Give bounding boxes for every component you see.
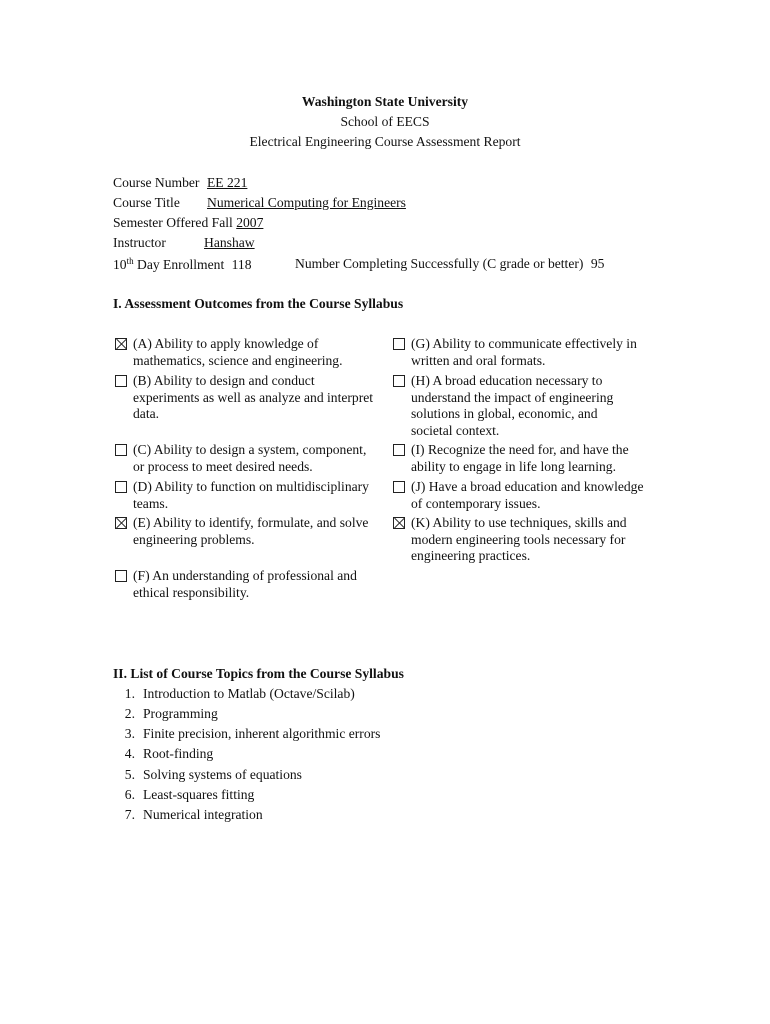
outcome-g-label: (G) Ability to communicate effectively in written and oral formats. <box>411 336 637 368</box>
school-name: School of EECS <box>340 114 430 129</box>
outcome-c-label: (C) Ability to design a system, component, or process to meet desired needs. <box>133 442 367 474</box>
outcome-e-label: (E) Ability to identify, formulate, and solve engineering problems. <box>133 515 369 547</box>
course-number-label: Course Number <box>113 175 200 190</box>
outcome-j-label: (J) Have a broad education and knowledge of contemporary issues. <box>411 479 644 511</box>
topic-item <box>113 686 355 702</box>
topic-text: Programming <box>143 706 218 721</box>
outcome-a-checkbox[interactable] <box>115 338 127 350</box>
topic-number: 2. <box>124 706 135 721</box>
outcome-d-label: (D) Ability to function on multidisciplinary teams. <box>133 479 369 511</box>
topic-number: 7. <box>124 807 135 822</box>
enrollment-value: 118 <box>231 257 252 272</box>
course-number-value: EE 221 <box>207 175 248 190</box>
topic-item <box>113 807 263 823</box>
topic-item <box>113 767 302 783</box>
outcome-j-checkbox[interactable] <box>393 481 405 493</box>
outcome-e-checkbox[interactable] <box>115 517 127 529</box>
section2-heading: II. List of Course Topics from the Course Syllabus <box>113 666 404 681</box>
topic-text: Finite precision, inherent algorithmic errors <box>143 726 381 741</box>
completing-label: Number Completing Successfully (C grade or better) <box>295 256 584 271</box>
report-title: Electrical Engineering Course Assessment Report <box>249 134 521 149</box>
outcome-g-checkbox[interactable] <box>393 338 405 350</box>
outcome-i-label: (I) Recognize the need for, and have the ability to engage in life long learning. <box>411 442 629 474</box>
enrollment-row <box>113 256 252 273</box>
topic-number: 5. <box>124 767 135 782</box>
topic-item <box>113 746 213 762</box>
topic-text: Root-finding <box>143 746 214 761</box>
course-title-label: Course Title <box>113 195 180 210</box>
completing-row <box>295 256 604 272</box>
outcome-a-label: (A) Ability to apply knowledge of mathematics, science and engineering. <box>133 336 343 368</box>
outcome-k-label: (K) Ability to use techniques, skills and modern engineering tools necessary for engineering practices. <box>411 515 627 563</box>
outcome-i-checkbox[interactable] <box>393 444 405 456</box>
topic-number: 3. <box>124 726 135 741</box>
outcome-k-checkbox[interactable] <box>393 517 405 529</box>
university-name: Washington State University <box>301 94 469 109</box>
enrollment-day-suffix: th <box>126 256 134 266</box>
instructor-label: Instructor <box>113 235 166 250</box>
enrollment-label: Day Enrollment <box>137 257 225 272</box>
section1-heading: I. Assessment Outcomes from the Course Syllabus <box>113 296 404 311</box>
outcome-f-checkbox[interactable] <box>115 570 127 582</box>
topic-number: 6. <box>124 787 135 802</box>
semester-year: 2007 <box>236 215 264 230</box>
outcome-d-checkbox[interactable] <box>115 481 127 493</box>
topic-number: 4. <box>124 746 135 761</box>
completing-value: 95 <box>590 256 605 271</box>
outcome-f-label: (F) An understanding of professional and ethical responsibility. <box>133 568 357 600</box>
course-title-value: Numerical Computing for Engineers <box>207 195 406 210</box>
topic-text: Solving systems of equations <box>143 767 302 782</box>
outcome-b-checkbox[interactable] <box>115 375 127 387</box>
topic-item <box>113 726 380 742</box>
outcome-b-label: (B) Ability to design and conduct experiments as well as analyze and interpret data. <box>133 373 374 421</box>
topic-text: Least-squares fitting <box>143 787 255 802</box>
semester-label: Semester Offered Fall <box>113 215 233 230</box>
semester-row <box>113 215 263 231</box>
topic-item <box>113 787 254 803</box>
enrollment-day: 10 <box>113 257 127 272</box>
topic-text: Numerical integration <box>143 807 263 822</box>
outcome-c-checkbox[interactable] <box>115 444 127 456</box>
topic-number: 1. <box>124 686 135 701</box>
outcome-h-checkbox[interactable] <box>393 375 405 387</box>
topic-item <box>113 706 218 722</box>
topic-text: Introduction to Matlab (Octave/Scilab) <box>143 686 355 701</box>
outcome-h-label: (H) A broad education necessary to understand the impact of engineering solutions in global, economic, and societal context. <box>411 373 614 438</box>
instructor-value: Hanshaw <box>204 235 255 250</box>
